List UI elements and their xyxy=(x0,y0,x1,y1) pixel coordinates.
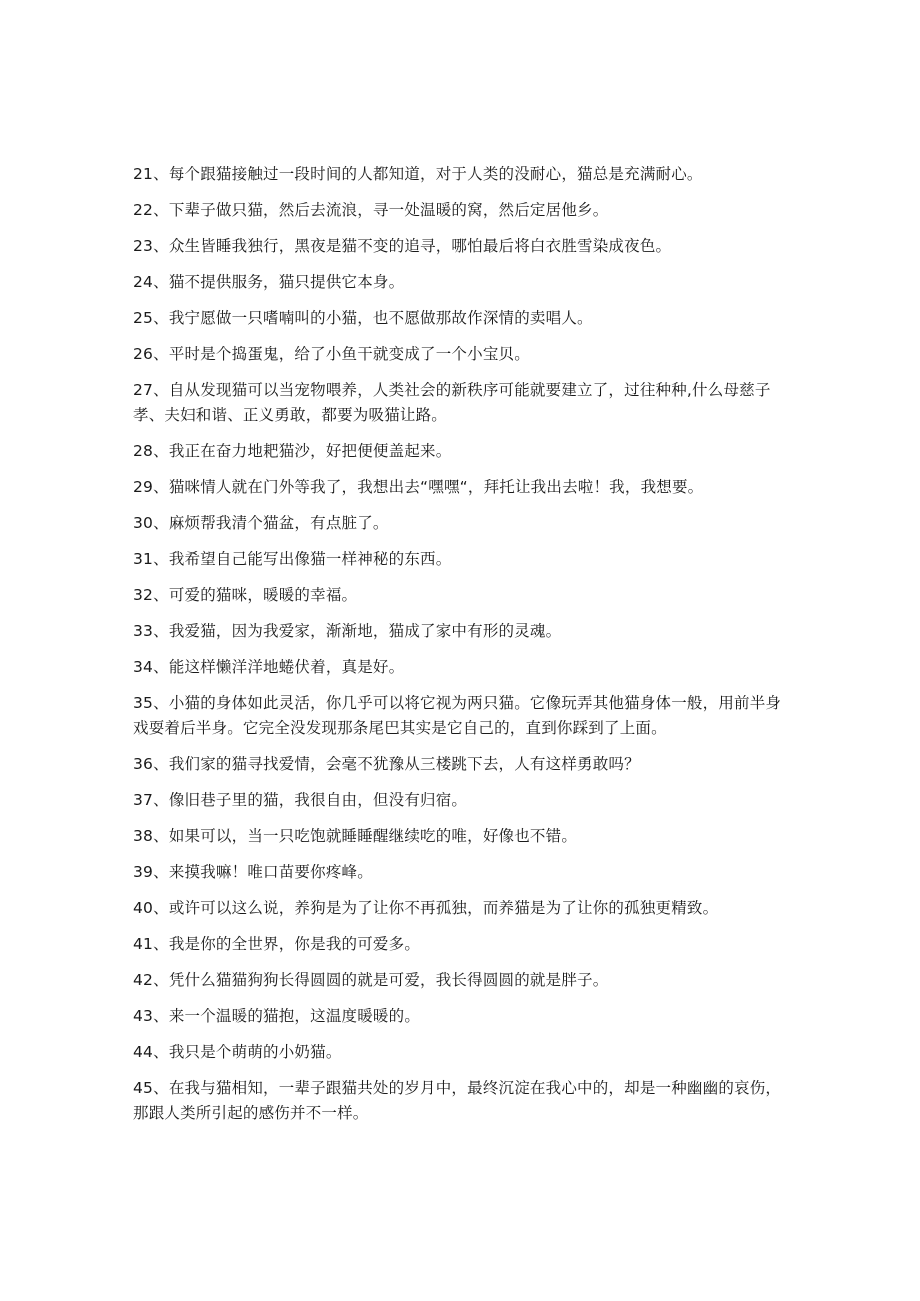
list-item: 34、能这样懒洋洋地蜷伏着，真是好。 xyxy=(133,658,405,676)
list-item: 37、像旧巷子里的猫，我很自由，但没有归宿。 xyxy=(133,791,468,809)
list-item: 22、下辈子做只猫，然后去流浪，寻一处温暖的窝，然后定居他乡。 xyxy=(133,201,609,219)
list-item: 25、我宁愿做一只嗜喃叫的小猫，也不愿做那故作深情的卖唱人。 xyxy=(133,309,593,327)
list-item: 21、每个跟猫接触过一段时间的人都知道，对于人类的没耐心，猫总是充满耐心。 xyxy=(133,165,703,183)
list-item: 30、麻烦帮我清个猫盆，有点脏了。 xyxy=(133,514,389,532)
list-item: 26、平时是个捣蛋鬼，给了小鱼干就变成了一个小宝贝。 xyxy=(133,345,530,363)
list-item: 43、来一个温暖的猫抱，这温度暖暖的。 xyxy=(133,1007,421,1025)
quote-list xyxy=(133,162,793,1137)
list-item: 27、自从发现猫可以当宠物喂养，人类社会的新秩序可能就要建立了，过往种种,什么母慈子孝、夫妇和谐、正义勇敢，都要为吸猫让路。 xyxy=(133,381,771,424)
list-item: 23、众生皆睡我独行，黑夜是猫不变的追寻，哪怕最后将白衣胜雪染成夜色。 xyxy=(133,237,672,255)
list-item: 32、可爱的猫咪，暖暖的幸福。 xyxy=(133,586,358,604)
list-item: 38、如果可以，当一只吃饱就睡睡醒继续吃的唯，好像也不错。 xyxy=(133,827,578,845)
list-item: 28、我正在奋力地耙猫沙，好把便便盖起来。 xyxy=(133,442,452,460)
list-item: 41、我是你的全世界，你是我的可爱多。 xyxy=(133,935,421,953)
list-item: 24、猫不提供服务，猫只提供它本身。 xyxy=(133,273,405,291)
list-item: 44、我只是个萌萌的小奶猫。 xyxy=(133,1043,342,1061)
list-item: 42、凭什么猫猫狗狗长得圆圆的就是可爱，我长得圆圆的就是胖子。 xyxy=(133,971,609,989)
list-item: 33、我爱猫，因为我爱家，渐渐地，猫成了家中有形的灵魂。 xyxy=(133,622,562,640)
list-item: 36、我们家的猫寻找爱情，会毫不犹豫从三楼跳下去，人有这样勇敢吗？ xyxy=(133,755,640,773)
list-item: 39、来摸我嘛！唯口苗要你疼峰。 xyxy=(133,863,373,881)
list-item: 45、在我与猫相知，一辈子跟猫共处的岁月中，最终沉淀在我心中的，却是一种幽幽的哀伤，那跟人类所引起的感伤并不一样。 xyxy=(133,1079,782,1122)
list-item: 29、猫咪情人就在门外等我了，我想出去“嘿嘿“，拜托让我出去啦！我，我想要。 xyxy=(133,478,704,496)
list-item: 40、或许可以这么说，养狗是为了让你不再孤独，而养猫是为了让你的孤独更精致。 xyxy=(133,899,719,917)
list-item: 31、我希望自己能写出像猫一样神秘的东西。 xyxy=(133,550,452,568)
list-item: 35、小猫的身体如此灵活，你几乎可以将它视为两只猫。它像玩弄其他猫身体一般，用前半身戏耍着后半身。它完全没发现那条尾巴其实是它自己的，直到你踩到了上面。 xyxy=(133,694,782,737)
